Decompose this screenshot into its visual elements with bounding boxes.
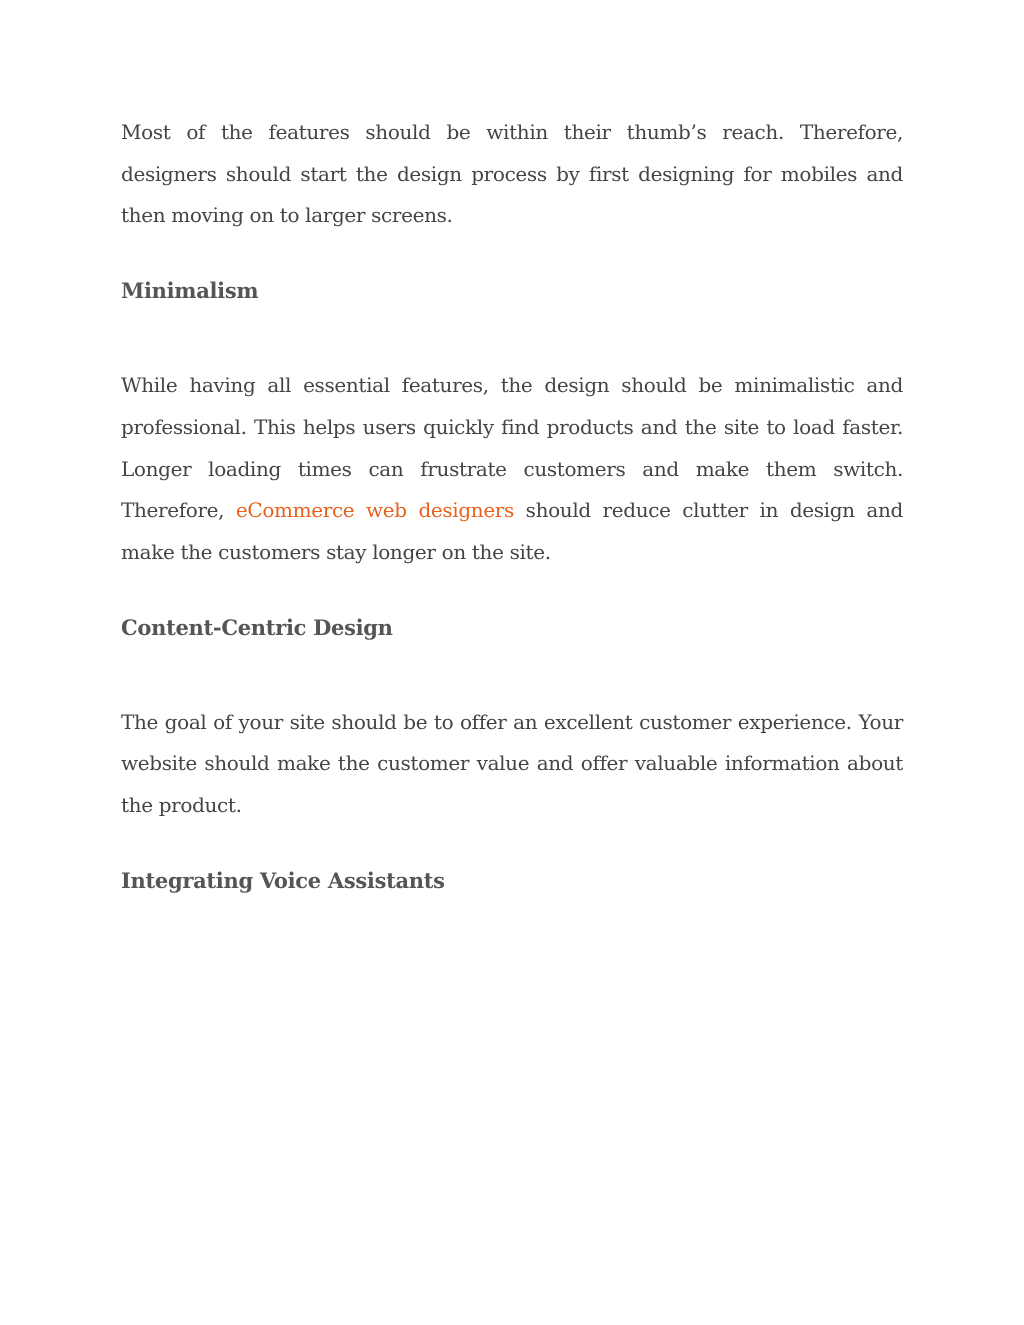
- minimalism-text-after-link: should reduce clutter in design and make the customers stay longer on the site.: [121, 498, 903, 564]
- content-centric-design-heading: Content-Centric Design: [121, 614, 393, 640]
- minimalism-text-before-link: While having all essential features, the design should be minimalistic and professional. This helps users quickly find products and the site to load faster. Longer loading times can frustrate customers and make them switch. Therefore,: [121, 373, 903, 523]
- document-page: [121, 112, 903, 896]
- ecommerce-web-designers-link[interactable]: eCommerce web designers: [235, 498, 514, 523]
- voice-assistants-heading: Integrating Voice Assistants: [121, 867, 445, 893]
- minimalism-paragraph: [121, 365, 903, 574]
- intro-paragraph: Most of the features should be within their thumb’s reach. Therefore, designers should start the design process by first designing for mobiles and then moving on to larger screens.: [121, 120, 903, 228]
- content-centric-design-paragraph: The goal of your site should be to offer an excellent customer experience. Your website should make the customer value and offer valuable information about the product.: [121, 709, 903, 818]
- minimalism-heading: Minimalism: [121, 278, 259, 304]
